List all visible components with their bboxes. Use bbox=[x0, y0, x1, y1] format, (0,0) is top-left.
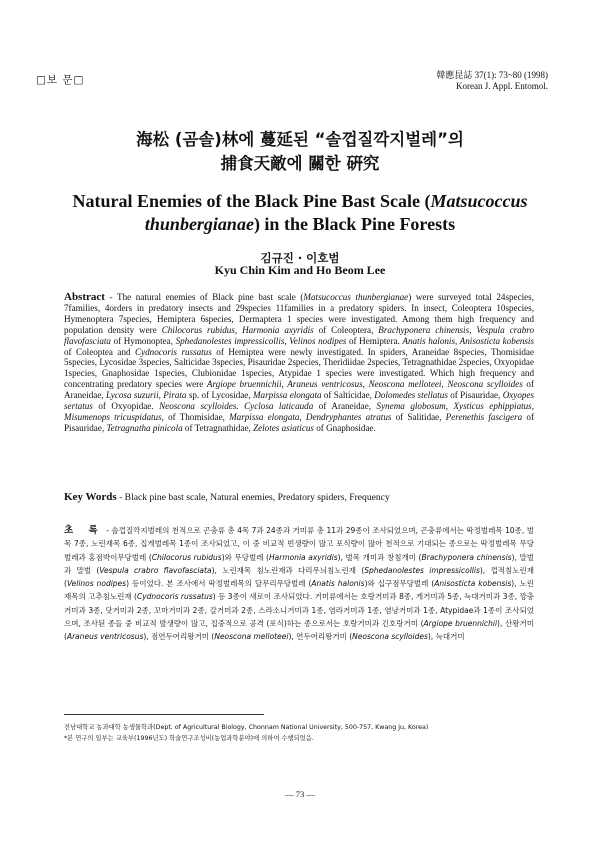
korean-title bbox=[0, 128, 600, 176]
text-segment: of Hemiptea were newly investigated. In spiders, Araneidae 8species, Thomisidae 5species, Lycosidae 3species, Salticidae 3species, Pisauridae 2species, Theridiidae 2species, Tetragnathidae 2species, Oxyopidae 1species, Gnaphosidae 1species, Clubionidae 1species, Atypidae 1 species were investigated. Which high frequency and concentrating predatory species were bbox=[64, 346, 534, 390]
text-segment: )와 십구점무당벌레 ( bbox=[364, 579, 435, 589]
text-segment: of Hemiptera. bbox=[346, 335, 403, 346]
text-segment: ), 늑대거미 bbox=[427, 632, 465, 642]
journal-citation-line1: 韓應昆誌 37(1): 73~80 (1998) bbox=[436, 70, 548, 80]
species-name: Synema globosum, Xysticus ephippiatus, Misumenops tricuspidatus bbox=[64, 401, 534, 422]
text-segment: ), 산왕거미 ( bbox=[64, 619, 534, 642]
text-segment: of Salitidae, bbox=[391, 411, 446, 422]
authors-english: Kyu Chin Kim and Ho Beom Lee bbox=[214, 263, 386, 277]
text-segment: - The natural enemies of Black pine bast scale ( bbox=[104, 292, 304, 302]
funding-footnote: *본 연구의 일부는 교육부(1996년도) 학술연구조성비(농업과학분야)에 의하여 수행되었음. bbox=[64, 735, 314, 743]
species-name: Brachyponera chinensis, Vespula crabro flavofasciata bbox=[64, 324, 534, 346]
text-segment: of Coleoptea and bbox=[64, 346, 136, 357]
species-name: Neoscona scylloides. Cyclosa laticauda bbox=[159, 401, 314, 412]
species-name: Anatis halonis bbox=[311, 579, 365, 589]
species-name: Dolomedes stellatus bbox=[374, 390, 448, 401]
korean-title-line2: 捕食天敵에 關한 硏究 bbox=[220, 154, 380, 173]
text-segment: of Araneidae, bbox=[313, 401, 377, 412]
english-title bbox=[40, 190, 560, 236]
species-name: Brachyponera chinensis bbox=[421, 552, 512, 562]
text-segment: ), 노린재목 침노린재과 다리무늬침노린재 ( bbox=[211, 565, 365, 575]
species-name: Sphedanolestes impressicollis, Velinos nodipes bbox=[175, 335, 347, 346]
section-label: □보 문□ bbox=[36, 74, 85, 86]
species-name: Argiope bruennichii bbox=[423, 619, 498, 629]
species-name: Vespula crabro flavofasciata bbox=[99, 565, 212, 575]
text-segment: of Gnaphosidae. bbox=[313, 422, 376, 433]
korean-abstract-paragraph bbox=[64, 524, 534, 644]
journal-citation bbox=[436, 70, 548, 92]
text-segment: )와 무당벌레 ( bbox=[221, 552, 269, 562]
text-segment: ), 노린재목의 고추침노린재 ( bbox=[64, 579, 535, 602]
english-title-part2: ) in the Black Pine Forests bbox=[253, 214, 456, 234]
species-name: Oxyopes sertatus bbox=[64, 390, 534, 412]
species-name: Chilocorus rubidus, Harmonia axyridis bbox=[161, 324, 314, 335]
page-number: — 73 — bbox=[285, 789, 315, 799]
english-title-species: Matsucoccus thunbergianae bbox=[144, 191, 528, 234]
abstract-label: Abstract bbox=[64, 291, 105, 303]
abstract-body bbox=[64, 292, 534, 433]
species-name: Harmonia axyridis bbox=[269, 552, 338, 562]
korean-abstract-label: 초 록 bbox=[64, 525, 104, 536]
text-segment: of Araneidae, bbox=[64, 379, 534, 401]
text-segment: ) 등이었다. 본 조사에서 딱정벌레목의 달무리무당벌레 ( bbox=[126, 579, 312, 589]
footnotes bbox=[64, 722, 428, 745]
text-segment: , of Thomisidae, bbox=[161, 411, 230, 422]
species-name: Matsucoccus thunbergianae bbox=[303, 292, 409, 302]
species-name: Cydnocoris russatus bbox=[136, 592, 213, 602]
text-segment: ), 껍적침노린재 ( bbox=[64, 565, 534, 589]
text-segment: of Oxyopidae. bbox=[92, 401, 160, 412]
journal-citation-line2: Korean J. Appl. Entomol. bbox=[456, 81, 548, 91]
species-name: Velinos nodipes bbox=[66, 579, 127, 589]
species-name: Anisosticta kobensis bbox=[434, 579, 512, 589]
species-name: Tetragnatha pinicola bbox=[106, 422, 183, 433]
species-name: Araneus ventricosus bbox=[66, 632, 144, 642]
authors-korean: 김규진 · 이호범 bbox=[260, 251, 340, 265]
text-segment: of Tetragnathidae, bbox=[182, 422, 254, 433]
species-name: Argiope bruennichii, Araneus ventricosus, Neoscona melloteei, Neoscona scylloides bbox=[206, 379, 523, 390]
korean-abstract-body bbox=[64, 526, 534, 641]
text-segment: ) 등 3종이 새로이 조사되었다. 거미류에서는 호랑거미과 8종, 게거미과 5종, 늑대거미과 3종, 깡충거미과 3종, 닷거미과 2종, 꼬마거미과 2종, 갈거미과 2종, 스라소니거미과 1종, 염라거미과 1종, 염낭거미과 1종, Atypidae과 1종이 조사되었으며, 조사된 종들 중 비교적 발생량이 많고, 집중적으로 공격 (포식)하는 종으로서는 호랑거미과 긴호랑거미 ( bbox=[64, 592, 534, 629]
abstract-paragraph bbox=[64, 292, 534, 434]
text-segment: ), 연두어리왕거미 ( bbox=[288, 632, 353, 642]
text-segment: ), 점연두어리왕거미 ( bbox=[143, 632, 215, 642]
english-title-part1: Natural Enemies of the Black Pine Bast Scale ( bbox=[72, 191, 431, 211]
species-name: Perenethis fascigera bbox=[445, 411, 523, 422]
text-segment: ), 말벌과 말벌 ( bbox=[64, 552, 534, 575]
text-segment: sp. of Lycosidae, bbox=[186, 390, 253, 401]
species-name: Neoscona melloteei bbox=[214, 632, 289, 642]
text-segment: of Salticidae, bbox=[321, 390, 375, 401]
text-segment: - 솔껍질깍지벌레의 천적으로 곤충류 총 4목 7과 24종과 거미류 총 11과 29종이 조사되었으며, 곤충류에서는 딱정벌레목 10종, 벌목 7종, 노린재목 6종, 집게벌레목 1종이 조사되었고, 이 중 비교적 빈생량이 많고 포식량이 많아 천적으로 기대되는 종으로는 딱정벌레목 무당벌레과 홍점박이무당벌레 ( bbox=[64, 526, 534, 562]
species-name: Marpissa elongata, Dendryphantes atratus bbox=[229, 411, 392, 422]
species-name: Neoscona scylloides bbox=[352, 632, 428, 642]
text-segment: ) were surveyed total 24species, 7families, 4orders in predatory insects and 29species 11families in a predatory spiders. In insect, Coleoptera 10species, Hymenoptera 7species, Hemiptera 6species, Dermaptera 1 species were investigated. Among them high frequency and population density were bbox=[64, 292, 534, 335]
text-segment: ), 벌목 개미과 창침개미 ( bbox=[337, 552, 422, 562]
keywords-text: - Black pine bast scale, Natural enemies, Predatory spiders, Frequency bbox=[116, 492, 390, 503]
text-segment: of Pisauridae, bbox=[447, 390, 503, 401]
text-segment: of Hymonoptea, bbox=[110, 335, 176, 346]
keywords-label: Key Words bbox=[64, 491, 117, 503]
affiliation-footnote: 전남대학교 농과대학 농생물학과(Dept. of Agricultural Biology, Chonnam National University, 500-757, Kwang ju, Korea) bbox=[64, 724, 429, 731]
keywords-paragraph bbox=[64, 491, 534, 503]
species-name: Sphedanolestes impressicollis bbox=[364, 565, 480, 575]
species-name: Anatis halonis, Anisosticta kobensis bbox=[402, 335, 535, 346]
species-name: Cydnocoris russatus bbox=[135, 346, 212, 357]
species-name: Marpissa elongata bbox=[252, 390, 322, 401]
species-name: Lycosa suzurii, Pirata bbox=[106, 390, 187, 401]
species-name: Zelotes asiaticus bbox=[253, 422, 314, 433]
footnote-divider bbox=[64, 714, 264, 715]
species-name: Chilocorus rubidus bbox=[151, 552, 222, 562]
text-segment: of Coleoptera, bbox=[313, 324, 379, 335]
text-segment: of Pisauridae, bbox=[64, 411, 534, 433]
korean-title-line1: 海松 (곰솔)林에 蔓延된 “솔껍질깍지벌레”의 bbox=[136, 130, 464, 149]
